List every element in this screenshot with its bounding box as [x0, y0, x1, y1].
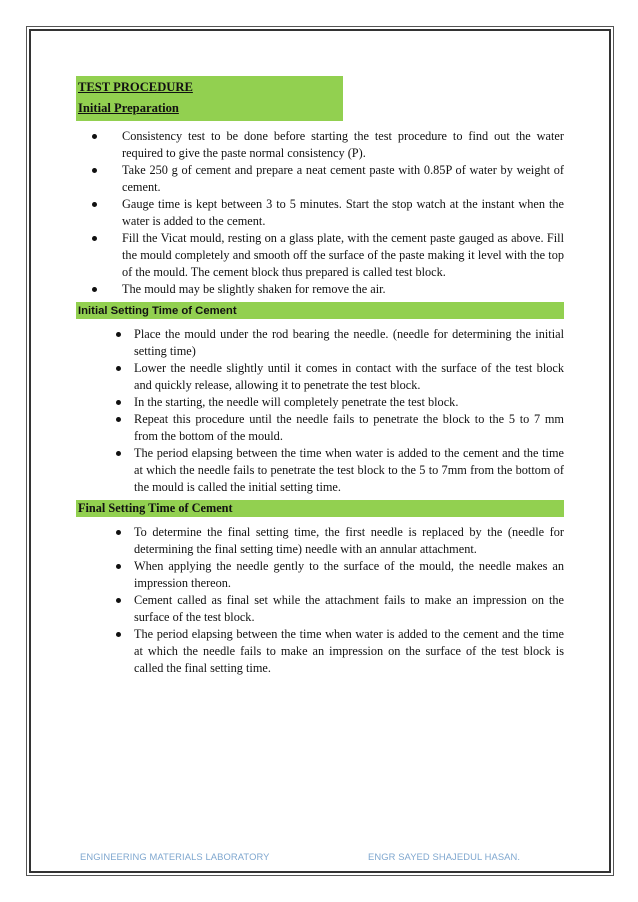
bullet-icon [116, 451, 121, 456]
bullet-icon [92, 134, 97, 139]
bullet-icon [116, 632, 121, 637]
final-setting-list [76, 524, 564, 677]
heading-title: TEST PROCEDURE [78, 80, 193, 94]
section-title: Final Setting Time of Cement [78, 501, 233, 515]
list-item: When applying the needle gently to the surface of the mould, the needle makes an impression thereon. [107, 558, 564, 592]
bullet-icon [116, 530, 121, 535]
initial-setting-header [76, 302, 564, 319]
bullet-icon [116, 366, 121, 371]
bullet-icon [116, 564, 121, 569]
list-item: Cement called as final set while the attachment fails to make an impression on the surface of the test block. [107, 592, 564, 626]
bullet-icon [92, 202, 97, 207]
list-item: Take 250 g of cement and prepare a neat cement paste with 0.85P of water by weight of cement. [82, 162, 564, 196]
list-item: Gauge time is kept between 3 to 5 minutes. Start the stop watch at the instant when the water is added to the cement. [82, 196, 564, 230]
list-item: Repeat this procedure until the needle fails to penetrate the block to the 5 to 7 mm from the bottom of the mould. [107, 411, 564, 445]
footer-lab-name: ENGINEERING MATERIALS LABORATORY [80, 851, 270, 862]
list-item: The period elapsing between the time when water is added to the cement and the time at which the needle fails to make an impression on the surface of the test block is called the final setting time. [107, 626, 564, 677]
section-title: Initial Setting Time of Cement [78, 305, 237, 317]
initial-setting-list [76, 326, 564, 496]
list-item: Fill the Vicat mould, resting on a glass plate, with the cement paste gauged as above. Fill the mould completely and smooth off the surface of the paste making it level with the top of the mould. The cement block thus prepared is called test block. [82, 230, 564, 281]
bullet-icon [116, 332, 121, 337]
heading-box [76, 76, 343, 121]
list-item: The mould may be slightly shaken for remove the air. [82, 281, 564, 298]
bullet-icon [116, 417, 121, 422]
list-item: Lower the needle slightly until it comes in contact with the surface of the test block and quickly release, allowing it to penetrate the test block. [107, 360, 564, 394]
bullet-icon [116, 400, 121, 405]
footer-author: ENGR SAYED SHAJEDUL HASAN. [368, 851, 521, 862]
bullet-icon [92, 168, 97, 173]
heading-subtitle: Initial Preparation [78, 101, 179, 115]
list-item: To determine the final setting time, the first needle is replaced by the (needle for determining the final setting time) needle with an annular attachment. [107, 524, 564, 558]
list-item: The period elapsing between the time when water is added to the cement and the time at which the needle fails to penetrate the test block to the 5 to 7mm from the bottom of the mould is called the initial setting time. [107, 445, 564, 496]
bullet-icon [116, 598, 121, 603]
initial-preparation-list [76, 128, 564, 298]
list-item: In the starting, the needle will completely penetrate the test block. [107, 394, 564, 411]
bullet-icon [92, 287, 97, 292]
final-setting-header [76, 500, 564, 517]
page-content [76, 76, 564, 677]
bullet-icon [92, 236, 97, 241]
list-item: Place the mould under the rod bearing the needle. (needle for determining the initial setting time) [107, 326, 564, 360]
list-item: Consistency test to be done before starting the test procedure to find out the water required to give the paste normal consistency (P). [82, 128, 564, 162]
